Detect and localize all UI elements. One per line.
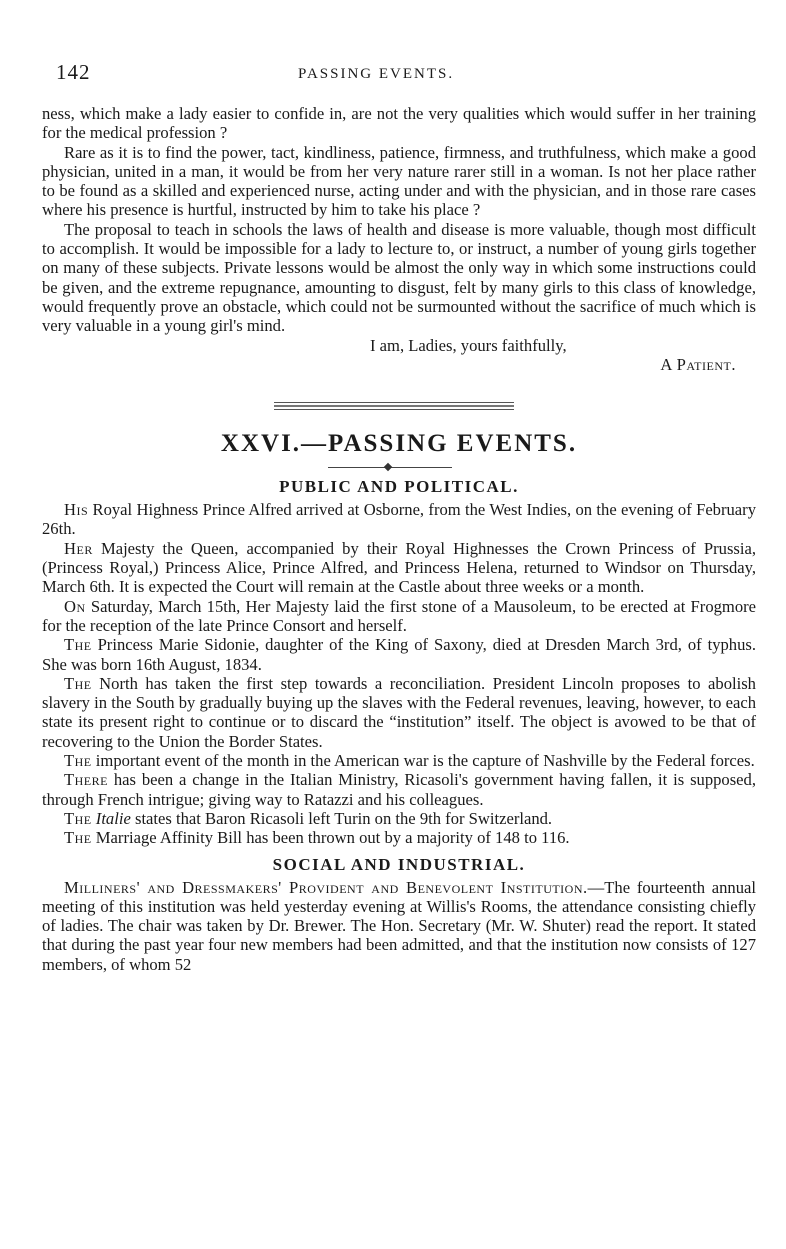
news-item-text: —The fourteenth annual meeting of this institution was held yesterday evening at Willis's Rooms, the attendance consisting chiefly of ladies. The chair was taken by Dr. Brewer. The Hon. Secretary (Mr. W. Shuter) read the report. It stated that during the past year four new members had been admitted, and that the institution now consists of 127 members, of whom 52 xyxy=(42,877,756,974)
letter-paragraph: ness, which make a lady easier to confide in, are not the very qualities which would suffer in her training for the medical profession ? xyxy=(42,104,756,143)
social-industrial-heading: SOCIAL AND INDUSTRIAL. xyxy=(272,854,526,874)
news-item-text: states that Baron Ricasoli left Turin on the 9th for Switzerland. xyxy=(134,808,553,828)
news-item-lead: The xyxy=(64,635,92,655)
news-item-text: has been a change in the Italian Ministry, Ricasoli's government having fallen, it is supposed, through French intrigue; giving way to Ratazzi and his colleagues. xyxy=(42,770,756,809)
news-item xyxy=(42,674,756,751)
news-item xyxy=(42,809,756,828)
news-item-lead: The xyxy=(64,828,92,848)
news-item-text: important event of the month in the American war is the capture of Nashville by the Federal forces. xyxy=(95,751,755,771)
letter xyxy=(42,104,756,374)
news-item-lead: There xyxy=(64,770,108,790)
news-item-lead: Her xyxy=(64,538,93,558)
news-item-italic: Italie xyxy=(95,808,131,828)
running-head xyxy=(42,60,756,88)
section-title: XXVI.—PASSING EVENTS. xyxy=(220,430,578,458)
divider-line xyxy=(274,402,514,403)
public-items xyxy=(42,500,756,847)
news-item xyxy=(42,751,756,770)
news-item-text: Majesty the Queen, accompanied by their Royal Highnesses the Crown Princess of Prussia, (Princess Royal,) Princess Alice, Prince Alfred, and Princess Helena, returned to Windsor on Thursday, March 6th. It is expected the Court will remain at the Castle about three weeks or a month. xyxy=(42,538,756,597)
news-item-lead: The xyxy=(64,751,92,771)
letter-paragraph: Rare as it is to find the power, tact, kindliness, patience, firmness, and truthfulness, which make a good physician, united in a man, it would be from her very nature rarer still in a woman. Is not her place rather to be found as a skilled and experienced nurse, acting under and with the physician, and in those rare cases where his presence is hurtful, instructed by him to take his place ? xyxy=(42,142,756,220)
news-item-lead: His xyxy=(64,500,89,520)
divider-line xyxy=(274,409,514,410)
news-item xyxy=(42,539,756,597)
news-item xyxy=(42,500,756,539)
divider-line xyxy=(274,405,514,407)
news-item-text: Royal Highness Prince Alfred arrived at Osborne, from the West Indies, on the evening of February 26th. xyxy=(42,500,756,539)
news-item-lead: On xyxy=(64,596,86,616)
news-item-lead: The xyxy=(64,808,92,828)
letter-closing: I am, Ladies, yours faithfully, xyxy=(370,335,567,355)
news-item-text: North has taken the first step towards a reconciliation. President Lincoln proposes to abolish slavery in the South by gradually buying up the slaves with the Federal revenues, leaving, however, to each state its present right to continue or to discard the “institution” itself. The object is avowed to be that of recovering to the Union the Border States. xyxy=(42,673,756,751)
news-item-text: Marriage Affinity Bill has been thrown out by a majority of 148 to 116. xyxy=(95,828,570,848)
news-item-lead: The xyxy=(64,673,92,693)
news-item-text: Princess Marie Sidonie, daughter of the King of Saxony, died at Dresden March 3rd, of typhus. She was born 16th August, 1834. xyxy=(42,635,756,674)
news-item-lead: Milliners' and Dressmakers' Provident and Benevolent Institution. xyxy=(64,877,588,897)
news-item-text: Saturday, March 15th, Her Majesty laid the first stone of a Mausoleum, to be erected at Frogmore for the reception of the late Prince Consort and herself. xyxy=(42,596,757,635)
running-title: PASSING EVENTS. xyxy=(298,66,455,82)
letter-paragraph: The proposal to teach in schools the laws of health and disease is more valuable, though most difficult to accomplish. It would be impossible for a lady to lecture to, or instruct, a number of young girls together on many of these subjects. Private lessons would be almost the only way in which some instructions could be given, and the extreme repugnance, amounting to disgust, felt by many girls to this class of knowledge, would frequently prove an obstacle, which could not be surmounted without the sacrifice of much which is very valuable in a young girl's mind. xyxy=(42,219,756,336)
page-number: 142 xyxy=(56,60,91,84)
news-item xyxy=(42,635,756,674)
ornament-diamond-icon xyxy=(384,463,392,471)
page xyxy=(42,60,756,974)
news-item xyxy=(42,597,756,636)
title-ornament xyxy=(42,462,756,472)
news-item xyxy=(42,878,756,974)
news-item xyxy=(42,770,756,809)
section-divider xyxy=(42,400,756,414)
public-political-heading: PUBLIC AND POLITICAL. xyxy=(279,477,519,497)
news-item xyxy=(42,828,756,847)
letter-signature: A Patient. xyxy=(660,354,736,374)
